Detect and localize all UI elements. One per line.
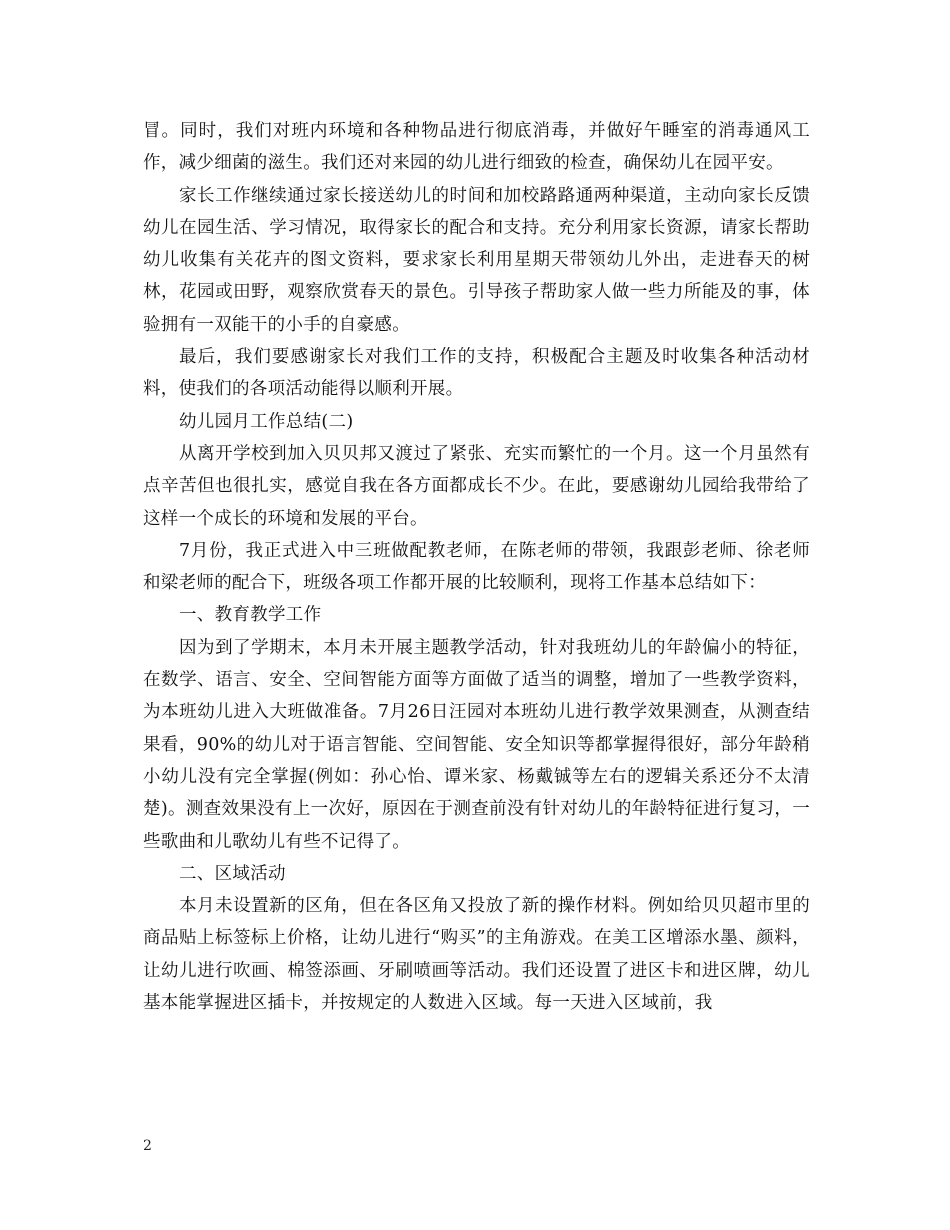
paragraph-area-activity: 本月未设置新的区角，但在各区角又投放了新的操作材料。例如给贝贝超市里的商品贴上标签标上价格，让幼儿进行“购买”的主角游戏。在美工区增添水墨、颜料，让幼儿进行吹画、棉签添画、牙刷喷画等活动。我们还设置了进区卡和进区牌，幼儿基本能掌握进区插卡，并按规定的人数进入区域。每一天进入区域前，我 bbox=[143, 896, 810, 1014]
page-number: 2 bbox=[143, 1138, 152, 1154]
paragraph-continued: 冒。同时，我们对班内环境和各种物品进行彻底消毒，并做好午睡室的消毒通风工作，减少细菌的滋生。我们还对来园的幼儿进行细致的检查，确保幼儿在园平安。 bbox=[143, 121, 810, 174]
paragraph-education: 因为到了学期末，本月未开展主题教学活动，针对我班幼儿的年龄偏小的特征，在数学、语言、安全、空间智能方面等方面做了适当的调整，增加了一些教学资料，为本班幼儿进入大班做准备。7月26日汪园对本班幼儿进行教学效果测查，从测查结果看，90%的幼儿对于语言智能、空间智能、安全知识等都掌握得很好，部分年龄稍小幼儿没有完全掌握(例如：孙心怡、谭米家、杨戴铖等左右的逻辑关系还分不太清楚)。测查效果没有上一次好，原因在于测查前没有针对幼儿的年龄特征进行复习，一些歌曲和儿歌幼儿有些不记得了。 bbox=[143, 637, 810, 852]
document-body bbox=[143, 115, 810, 1019]
paragraph-parent-work: 家长工作继续通过家长接送幼儿的时间和加校路路通两种渠道，主动向家长反馈幼儿在园生活、学习情况，取得家长的配合和支持。充分利用家长资源，请家长帮助幼儿收集有关花卉的图文资料，要求家长利用星期天带领幼儿外出，走进春天的树林，花园或田野，观察欣赏春天的景色。引导孩子帮助家人做一些力所能及的事，体验拥有一双能干的小手的自豪感。 bbox=[143, 185, 810, 335]
section-title: 幼儿园月工作总结(二) bbox=[179, 411, 354, 432]
paragraph-july: 7月份，我正式进入中三班做配教老师，在陈老师的带领，我跟彭老师、徐老师和梁老师的配合下，班级各项工作都开展的比较顺利，现将工作基本总结如下： bbox=[143, 540, 810, 594]
heading-education: 一、教育教学工作 bbox=[179, 605, 322, 626]
paragraph-intro: 从离开学校到加入贝贝邦又渡过了紧张、充实而繁忙的一个月。这一个月虽然有点辛苦但也很扎实，感觉自我在各方面都成长不少。在此，要感谢幼儿园给我带给了这样一个成长的环境和发展的平台。 bbox=[143, 443, 810, 529]
heading-area-activity: 二、区域活动 bbox=[179, 863, 286, 884]
paragraph-thanks: 最后，我们要感谢家长对我们工作的支持，积极配合主题及时收集各种活动材料，使我们的各项活动能得以顺利开展。 bbox=[143, 347, 810, 400]
